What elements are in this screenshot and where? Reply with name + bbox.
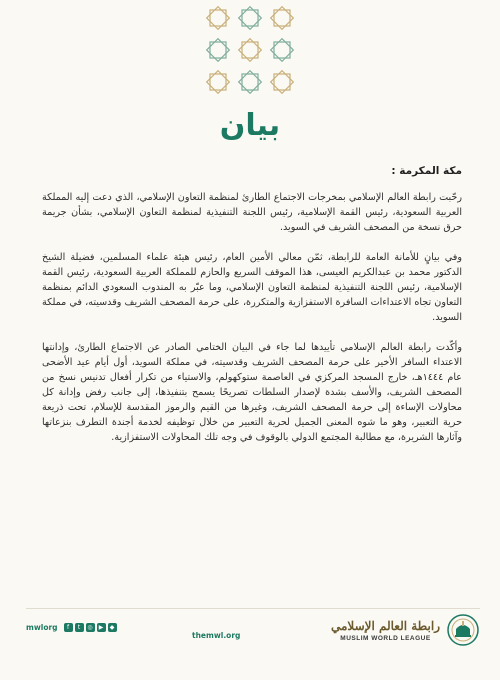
website-link[interactable] <box>192 623 240 642</box>
mwl-emblem-icon <box>446 613 480 647</box>
brand-english: MUSLIM WORLD LEAGUE <box>340 634 431 642</box>
brand-arabic: رابطة العالم الإسلامي <box>330 618 440 633</box>
snapchat-icon[interactable]: ◆ <box>108 623 117 632</box>
youtube-icon[interactable]: ▶ <box>97 623 106 632</box>
mwl-logo <box>331 613 480 647</box>
statement-body <box>42 190 462 460</box>
islamic-pattern-decoration <box>200 0 300 100</box>
social-icons <box>64 623 117 632</box>
page-title: بيان <box>219 108 281 143</box>
social-handle[interactable]: mwlorg <box>26 623 58 632</box>
dateline: مكة المكرمة : <box>391 165 462 177</box>
twitter-icon[interactable]: t <box>75 623 84 632</box>
brand-text <box>331 619 440 642</box>
footer <box>26 608 480 656</box>
instagram-icon[interactable]: ◎ <box>87 624 93 631</box>
website-text: themwl.org <box>192 631 241 640</box>
paragraph: رحّبت رابطة العالم الإسلامي بمخرجات الاجتماع الطارئ لمنظمة التعاون الإسلامي، الذي دعت إليه المملكة العربية السعودية، رئيس القمة الإسلامية، رئيس اللجنة التنفيذية لمنظمة التعاون الإسلامي، بشأن جريمة حرق نسخة من المصحف الشريف في السويد. <box>42 192 462 233</box>
facebook-icon[interactable]: f <box>64 623 73 632</box>
social-links <box>26 623 123 632</box>
paragraph: وأكّدت رابطة العالم الإسلامي تأييدها لما جاء في البيان الختامي الصادر عن الاجتماع الطارئ، وإدانتها الاعتداء السافر الأخير على حرمة المصحف الشريف وقدسيته، في مملكة السويد، أول أيام عيد الأضحى عام ١٤٤٤هـ، خارج المسجد المركزي في العاصمة ستوكهولم، والاستياء من تكرار أفعال تدنيس نسخ من المصحف الشريف، والأسف بشدة لإصدار السلطات تصريحًا يسمح بتنفيذها، إلى جانب رفض وإدانة كل محاولات الإساءة إلى حرمة المصحف الشريف، وغيرها من القيم والرموز المقدسة للإسلام، تحت ذريعة حرية التعبير، وهو ما شوه المعنى الجميل لحرية التعبير من خلال توظيفه لخدمة أجندة التطرف بنزعاتها وآثارها الشريرة، مع مطالبة المجتمع الدولي بالوقوف في وجه تلك المحاولات الاستفزازية. <box>42 342 462 443</box>
paragraph: وفي بيانٍ للأمانة العامة للرابطة، ثمّن معالي الأمين العام، رئيس هيئة علماء المسلمين، فضيلة الشيخ الدكتور محمد بن عبدالكريم العيسى، هذا الموقف السريع والحازم للمملكة العربية السعودية، رئيس القمة الإسلامية، رئيس اللجنة التنفيذية لمنظمة التعاون الإسلامي، وما عبّر به المندوب السعودي الدائم بمنظمة التعاون تجاه الاعتداءات السافرة الاستفزازية والمتكررة، على حرمة المصحف الشريف وقدسيته، في مملكة السويد. <box>42 252 462 323</box>
